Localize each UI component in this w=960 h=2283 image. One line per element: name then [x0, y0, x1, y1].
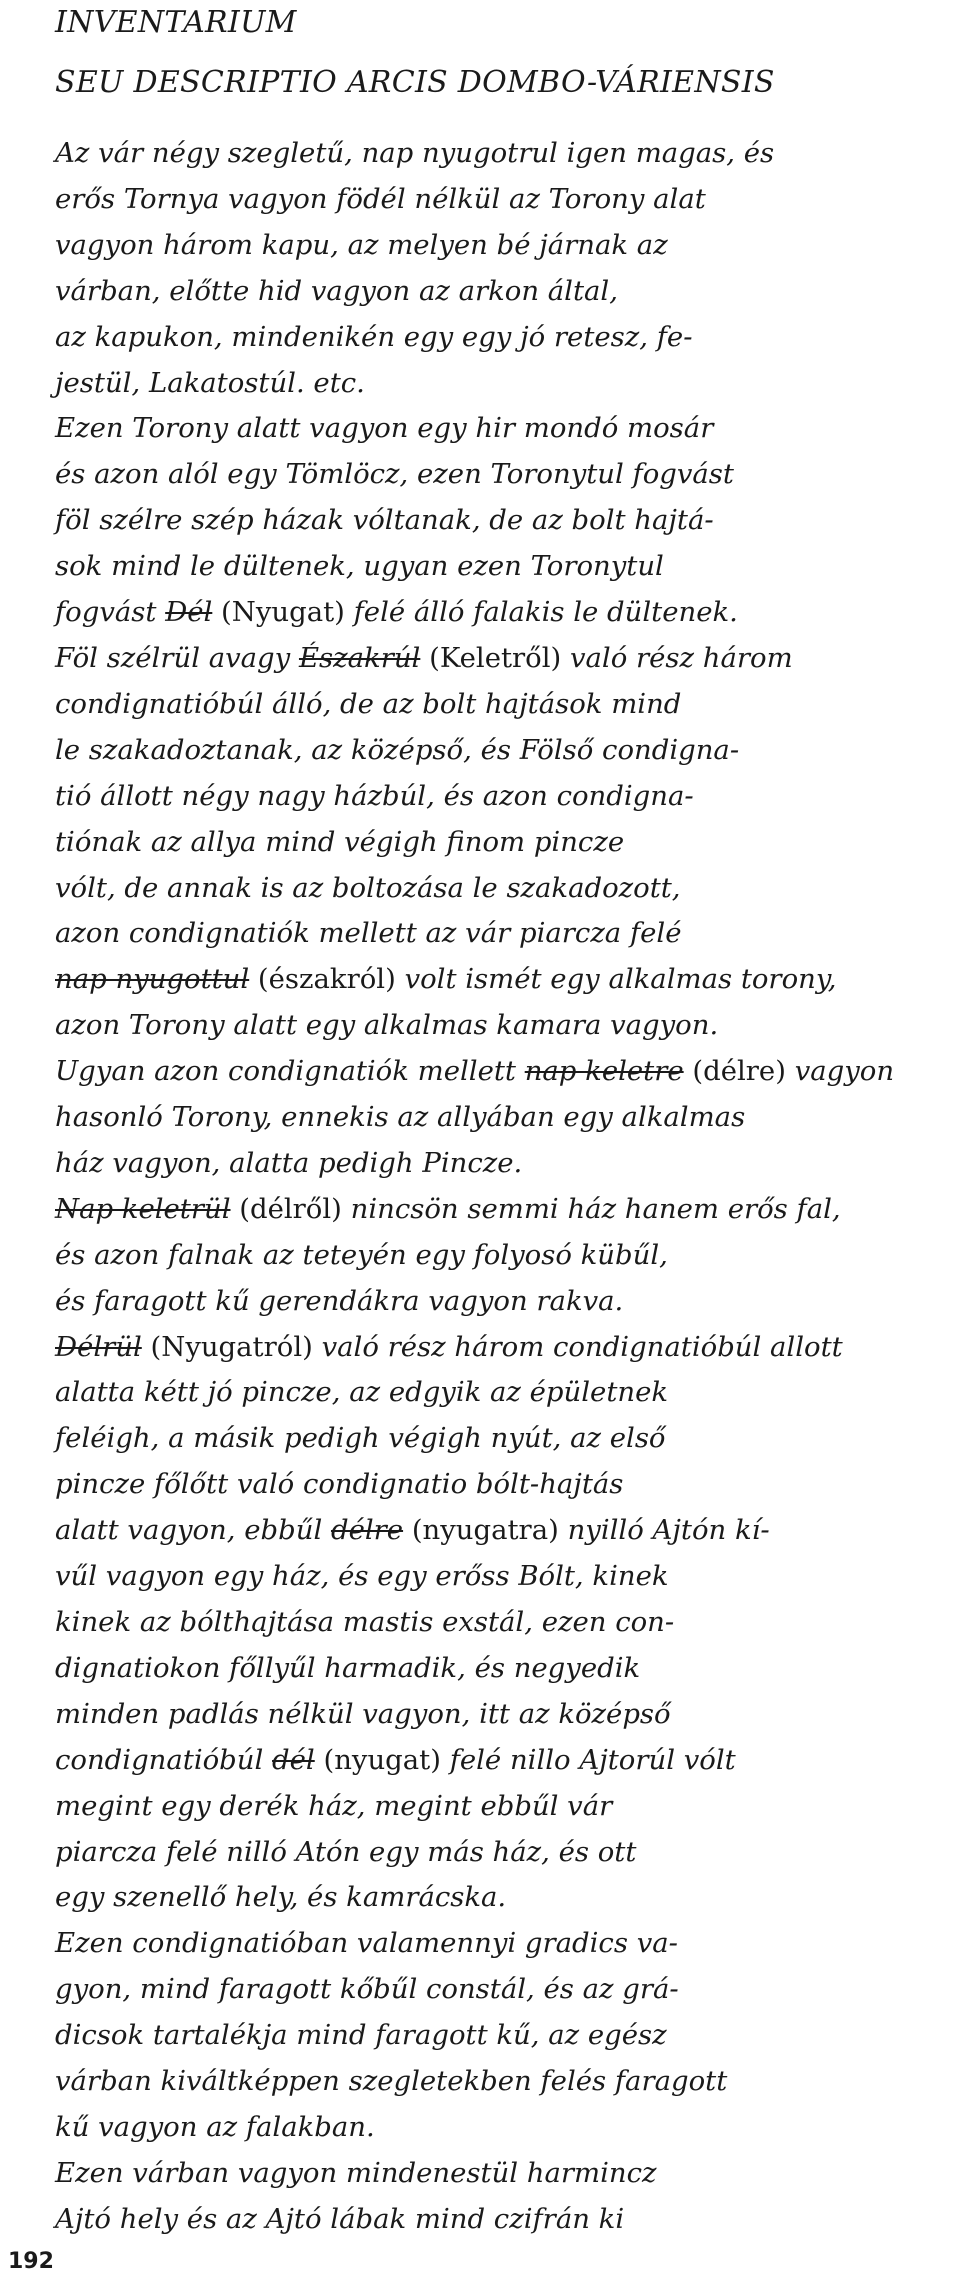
- text-segment: nincsön semmi ház hanem erős fal,: [350, 1192, 841, 1225]
- text-line: [55, 1830, 955, 1876]
- text-segment: Ezen várban vagyon mindenestül harmincz: [55, 2156, 657, 2189]
- text-segment: sok mind le dültenek, ugyan ezen Toronytul: [55, 550, 664, 583]
- text-line: [55, 177, 955, 223]
- struck-word: nap keletre: [524, 1055, 684, 1088]
- text-line: [55, 636, 955, 682]
- text-line: [55, 1095, 955, 1141]
- text-line: [55, 774, 955, 820]
- editor-correction: (délre): [683, 1055, 795, 1088]
- text-segment: egy szenellő hely, és kamrácska.: [55, 1881, 507, 1914]
- text-segment: Ajtó hely és az Ajtó lábak mind czifrán ki: [55, 2202, 625, 2235]
- text-segment: jestül, Lakatostúl. etc.: [55, 366, 365, 399]
- text-line: [55, 269, 955, 315]
- text-segment: feléigh, a másik pedigh végigh nyút, az első: [55, 1422, 666, 1455]
- text-segment: várban kiváltképpen szegletekben felés faragott: [55, 2065, 728, 2098]
- text-segment: azon Torony alatt egy alkalmas kamara vagyon.: [55, 1009, 719, 1042]
- text-line: [55, 1462, 955, 1508]
- text-segment: Föl szélrül avagy: [55, 641, 299, 674]
- text-segment: kű vagyon az falakban.: [55, 2110, 375, 2143]
- text-line: [55, 1921, 955, 1967]
- editor-correction: (délről): [230, 1192, 351, 1225]
- text-segment: és faragott kű gerendákra vagyon rakva.: [55, 1284, 624, 1317]
- text-line: [55, 1233, 955, 1279]
- text-line: [55, 315, 955, 361]
- editor-correction: (északról): [249, 963, 405, 996]
- document-subtitle: SEU DESCRIPTIO ARCIS DOMBO-VÁRIENSIS: [55, 65, 775, 100]
- text-line: [55, 1141, 955, 1187]
- text-line: [55, 2059, 955, 2105]
- text-segment: felé nillo Ajtorúl vólt: [449, 1743, 736, 1776]
- struck-word: délre: [330, 1514, 404, 1547]
- text-segment: való rész három condignatióbúl allott: [321, 1330, 843, 1363]
- text-line: [55, 911, 955, 957]
- body-text: [55, 131, 955, 2243]
- text-line: [55, 866, 955, 912]
- text-line: [55, 1554, 955, 1600]
- text-segment: és azon falnak az teteyén egy folyosó kübűl,: [55, 1238, 668, 1271]
- struck-word: Északrúl: [298, 641, 421, 674]
- text-segment: megint egy derék ház, megint ebbűl vár: [55, 1789, 613, 1822]
- text-line: [55, 728, 955, 774]
- text-segment: Ezen condignatióban valamennyi gradics va-: [55, 1927, 678, 1960]
- text-segment: erős Tornya vagyon födél nélkül az Torony alat: [55, 182, 706, 215]
- text-segment: felé álló falakis le dültenek.: [353, 596, 738, 629]
- text-segment: minden padlás nélkül vagyon, itt az középső: [55, 1697, 671, 1730]
- editor-correction: (Nyugatról): [141, 1330, 322, 1363]
- text-segment: pincze főlőtt való condignatio bólt-hajtás: [55, 1468, 624, 1501]
- text-segment: Ugyan azon condignatiók mellett: [55, 1055, 525, 1088]
- editor-correction: (Keletről): [420, 641, 570, 674]
- text-segment: való rész három: [569, 641, 793, 674]
- text-line: [55, 1279, 955, 1325]
- text-segment: vagyon három kapu, az melyen bé járnak az: [55, 228, 668, 261]
- text-line: [55, 1600, 955, 1646]
- editor-correction: (nyugatra): [403, 1514, 568, 1547]
- text-line: [55, 2197, 955, 2243]
- text-line: [55, 957, 955, 1003]
- text-segment: és azon alól egy Tömlöcz, ezen Toronytul fogvást: [55, 458, 734, 491]
- text-line: [55, 361, 955, 407]
- document-page: [55, 0, 955, 2243]
- text-line: [55, 2105, 955, 2151]
- text-line: [55, 1875, 955, 1921]
- text-line: [55, 1692, 955, 1738]
- text-line: [55, 544, 955, 590]
- text-segment: fogvást: [55, 596, 166, 629]
- text-segment: várban, előtte hid vagyon az arkon által,: [55, 274, 618, 307]
- text-segment: dicsok tartalékja mind faragott kű, az egész: [55, 2019, 667, 2052]
- text-line: [55, 590, 955, 636]
- text-segment: dignatiokon főllyűl harmadik, és negyedik: [55, 1651, 641, 1684]
- text-line: [55, 1508, 955, 1554]
- text-line: [55, 1325, 955, 1371]
- text-segment: vűl vagyon egy ház, és egy erőss Bólt, kinek: [55, 1560, 669, 1593]
- text-line: [55, 406, 955, 452]
- struck-word: Délrül: [55, 1330, 142, 1363]
- page-number: 192: [8, 2249, 54, 2274]
- text-segment: az kapukon, mindenikén egy egy jó retesz, fe-: [55, 320, 693, 353]
- text-segment: volt ismét egy alkalmas torony,: [404, 963, 837, 996]
- text-line: [55, 1003, 955, 1049]
- text-segment: kinek az bólthajtása mastis exstál, ezen con-: [55, 1606, 675, 1638]
- text-line: [55, 1784, 955, 1830]
- text-segment: condignatióbúl álló, de az bolt hajtások mind: [55, 687, 682, 720]
- text-line: [55, 131, 955, 177]
- text-line: [55, 2151, 955, 2197]
- text-segment: piarcza felé nilló Atón egy más ház, és ott: [55, 1835, 637, 1868]
- editor-correction: (Nyugat): [212, 596, 354, 629]
- text-segment: vólt, de annak is az boltozása le szakadozott,: [55, 871, 681, 904]
- text-segment: tió állott négy nagy házbúl, és azon condigna-: [55, 779, 694, 812]
- text-segment: condignatióbúl: [55, 1743, 273, 1776]
- text-segment: alatt vagyon, ebbűl: [55, 1514, 331, 1547]
- text-segment: tiónak az allya mind végigh finom pincze: [55, 825, 625, 858]
- text-line: [55, 1049, 955, 1095]
- text-line: [55, 1416, 955, 1462]
- text-line: [55, 1967, 955, 2013]
- text-line: [55, 1370, 955, 1416]
- text-segment: alatta kétt jó pincze, az edgyik az épületnek: [55, 1376, 669, 1409]
- text-line: [55, 498, 955, 544]
- text-segment: vagyon: [794, 1055, 895, 1088]
- text-segment: azon condignatiók mellett az vár piarcza felé: [55, 917, 682, 950]
- text-segment: ház vagyon, alatta pedigh Pincze.: [55, 1146, 523, 1179]
- text-segment: gyon, mind faragott kőbűl constál, és az grá-: [55, 1973, 679, 2006]
- struck-word: Dél: [165, 596, 213, 629]
- struck-word: dél: [272, 1743, 315, 1776]
- text-segment: Az vár négy szegletű, nap nyugotrul igen magas, és: [55, 137, 775, 169]
- text-segment: Ezen Torony alatt vagyon egy hir mondó mosár: [55, 412, 714, 445]
- editor-correction: (nyugat): [314, 1743, 450, 1776]
- text-line: [55, 820, 955, 866]
- text-line: [55, 2013, 955, 2059]
- document-title: INVENTARIUM: [55, 5, 297, 40]
- text-segment: hasonló Torony, ennekis az allyában egy alkalmas: [55, 1101, 746, 1134]
- struck-word: Nap keletrül: [55, 1192, 231, 1225]
- text-segment: le szakadoztanak, az középső, és Fölső condigna-: [55, 733, 740, 766]
- text-segment: föl szélre szép házak vóltanak, de az bolt hajtá-: [55, 504, 714, 537]
- text-line: [55, 223, 955, 269]
- struck-word: nap nyugottul: [55, 963, 250, 996]
- text-line: [55, 452, 955, 498]
- text-line: [55, 1738, 955, 1784]
- text-line: [55, 1646, 955, 1692]
- text-line: [55, 1187, 955, 1233]
- text-segment: nyilló Ajtón kí-: [567, 1514, 770, 1547]
- text-line: [55, 682, 955, 728]
